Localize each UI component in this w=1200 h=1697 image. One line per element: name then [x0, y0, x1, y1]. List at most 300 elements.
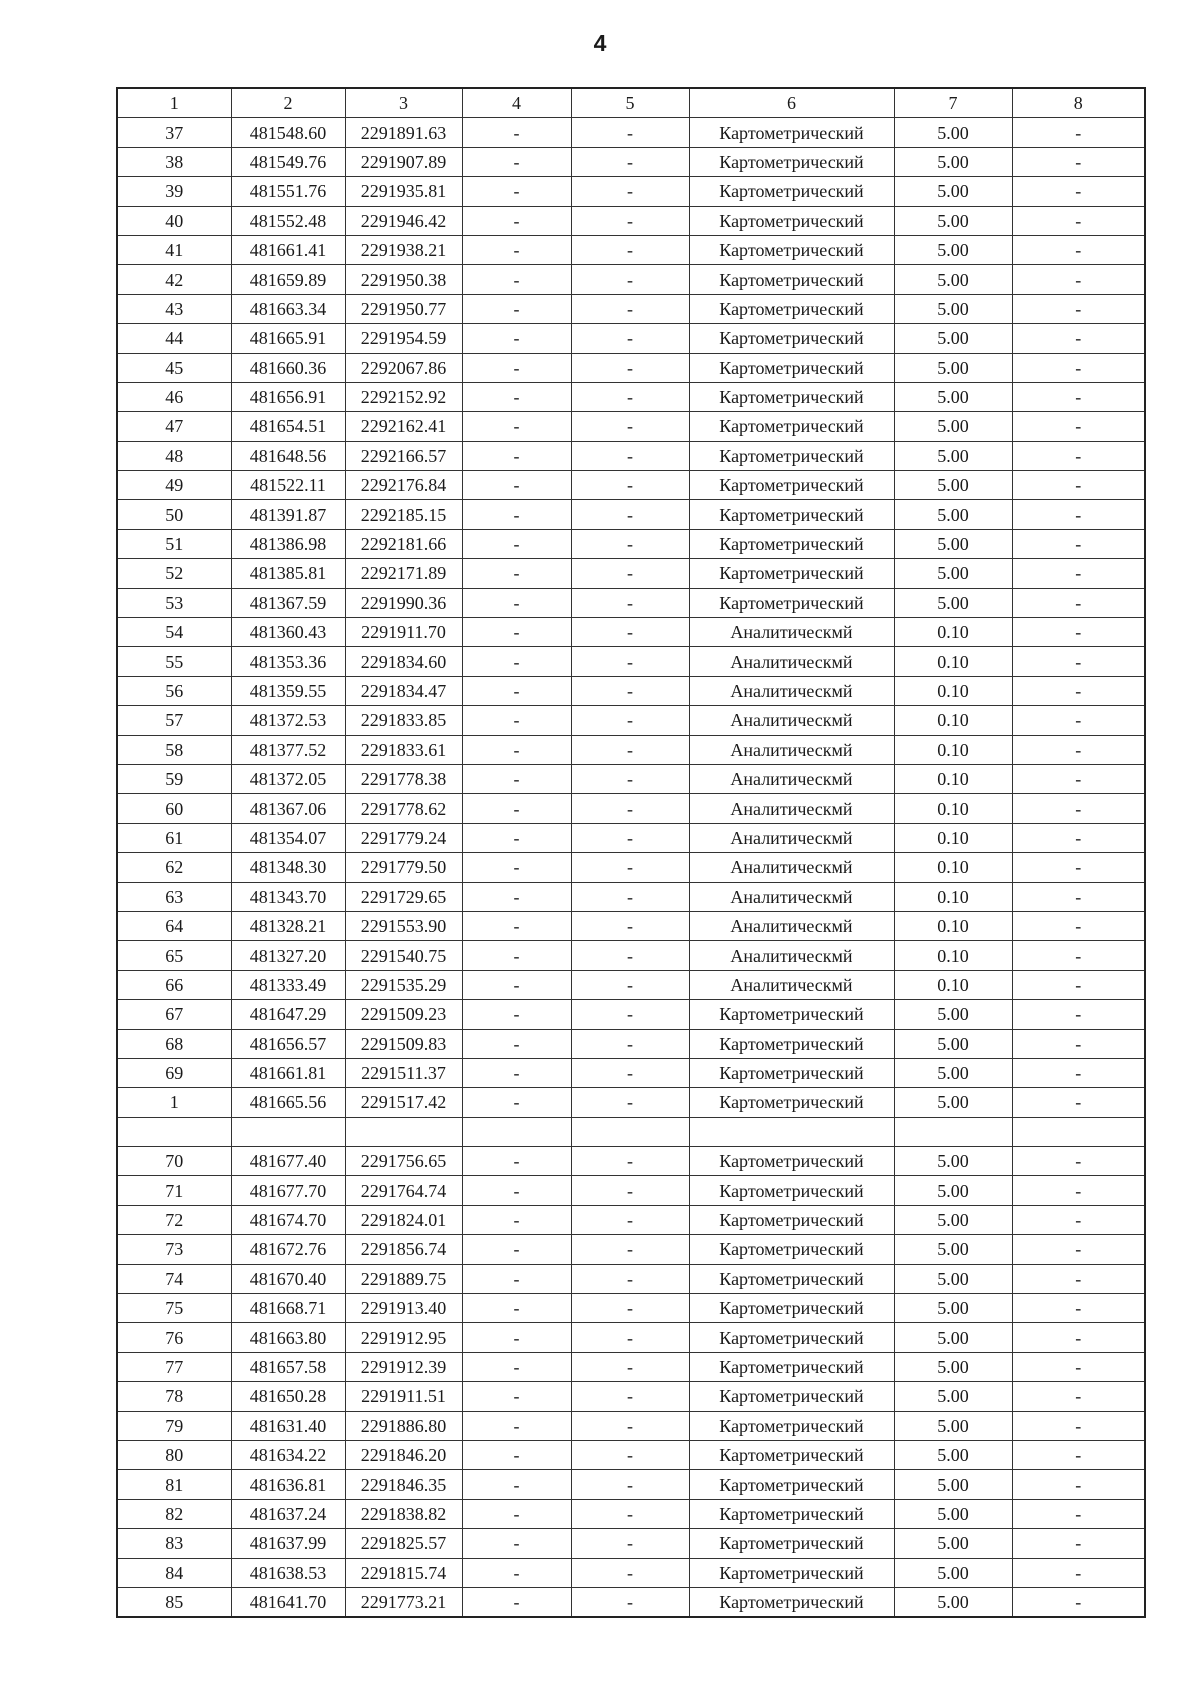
column-8-cell: - [1012, 235, 1145, 264]
point-number-cell: 43 [117, 294, 231, 323]
column-5-cell: - [571, 1352, 689, 1381]
table-row [117, 970, 1145, 999]
method-cell: Картометрический [689, 412, 894, 441]
column-8-cell: - [1012, 324, 1145, 353]
method-cell: Картометрический [689, 1558, 894, 1587]
point-number-cell: 56 [117, 676, 231, 705]
accuracy-cell: 5.00 [894, 265, 1012, 294]
point-number-cell: 64 [117, 911, 231, 940]
column-8-cell: - [1012, 382, 1145, 411]
point-number-cell: 74 [117, 1264, 231, 1293]
y-coordinate-cell: 2292185.15 [345, 500, 462, 529]
column-8-cell: - [1012, 1470, 1145, 1499]
accuracy-cell [894, 1117, 1012, 1146]
y-coordinate-cell: 2291846.20 [345, 1440, 462, 1469]
x-coordinate-cell: 481657.58 [231, 1352, 345, 1381]
x-coordinate-cell: 481367.59 [231, 588, 345, 617]
method-cell: Аналитическмй [689, 970, 894, 999]
column-5-cell [571, 1117, 689, 1146]
column-5-cell: - [571, 1499, 689, 1528]
x-coordinate-cell: 481677.40 [231, 1147, 345, 1176]
column-4-cell: - [462, 618, 571, 647]
method-cell: Аналитическмй [689, 735, 894, 764]
x-coordinate-cell: 481359.55 [231, 676, 345, 705]
point-number-cell: 52 [117, 559, 231, 588]
table-row [117, 911, 1145, 940]
method-cell: Картометрический [689, 1235, 894, 1264]
point-number-cell [117, 1117, 231, 1146]
x-coordinate-cell: 481631.40 [231, 1411, 345, 1440]
table-row [117, 764, 1145, 793]
point-number-cell: 38 [117, 147, 231, 176]
column-4-cell: - [462, 1323, 571, 1352]
method-cell: Аналитическмй [689, 618, 894, 647]
point-number-cell: 81 [117, 1470, 231, 1499]
table-row [117, 882, 1145, 911]
point-number-cell: 41 [117, 235, 231, 264]
point-number-cell: 83 [117, 1529, 231, 1558]
table-row [117, 1411, 1145, 1440]
point-number-cell: 77 [117, 1352, 231, 1381]
y-coordinate-cell: 2291846.35 [345, 1470, 462, 1499]
column-5-cell: - [571, 1529, 689, 1558]
column-4-cell: - [462, 294, 571, 323]
method-cell: Картометрический [689, 1264, 894, 1293]
accuracy-cell: 5.00 [894, 1147, 1012, 1176]
y-coordinate-cell: 2291509.23 [345, 1000, 462, 1029]
point-number-cell: 72 [117, 1205, 231, 1234]
x-coordinate-cell: 481663.34 [231, 294, 345, 323]
method-cell: Картометрический [689, 1499, 894, 1528]
point-number-cell: 65 [117, 941, 231, 970]
method-cell: Картометрический [689, 500, 894, 529]
x-coordinate-cell: 481343.70 [231, 882, 345, 911]
column-5-cell: - [571, 1323, 689, 1352]
accuracy-cell: 5.00 [894, 1529, 1012, 1558]
accuracy-cell: 5.00 [894, 1587, 1012, 1617]
x-coordinate-cell: 481641.70 [231, 1587, 345, 1617]
table-row [117, 941, 1145, 970]
column-4-cell: - [462, 706, 571, 735]
column-8-cell: - [1012, 1529, 1145, 1558]
table-row [117, 1382, 1145, 1411]
column-5-cell: - [571, 618, 689, 647]
column-4-cell: - [462, 1499, 571, 1528]
y-coordinate-cell: 2291913.40 [345, 1294, 462, 1323]
point-number-cell: 79 [117, 1411, 231, 1440]
accuracy-cell: 5.00 [894, 529, 1012, 558]
method-cell: Картометрический [689, 382, 894, 411]
method-cell: Картометрический [689, 1176, 894, 1205]
method-cell: Картометрический [689, 588, 894, 617]
table-row [117, 353, 1145, 382]
y-coordinate-cell: 2291553.90 [345, 911, 462, 940]
column-5-cell: - [571, 941, 689, 970]
table-row [117, 118, 1145, 147]
column-8-cell: - [1012, 206, 1145, 235]
x-coordinate-cell: 481354.07 [231, 823, 345, 852]
y-coordinate-cell: 2291729.65 [345, 882, 462, 911]
column-8-cell: - [1012, 1558, 1145, 1587]
y-coordinate-cell: 2291886.80 [345, 1411, 462, 1440]
table-row [117, 1117, 1145, 1146]
column-4-cell: - [462, 265, 571, 294]
point-number-cell: 47 [117, 412, 231, 441]
column-8-cell: - [1012, 294, 1145, 323]
column-5-cell: - [571, 1176, 689, 1205]
x-coordinate-cell [231, 1117, 345, 1146]
table-row [117, 823, 1145, 852]
x-coordinate-cell: 481522.11 [231, 471, 345, 500]
column-8-cell: - [1012, 353, 1145, 382]
table-row [117, 1352, 1145, 1381]
y-coordinate-cell: 2291912.95 [345, 1323, 462, 1352]
y-coordinate-cell: 2291950.38 [345, 265, 462, 294]
column-5-cell: - [571, 1000, 689, 1029]
column-5-cell: - [571, 324, 689, 353]
table-row [117, 1499, 1145, 1528]
y-coordinate-cell: 2291779.50 [345, 853, 462, 882]
column-8-cell: - [1012, 676, 1145, 705]
column-8-cell: - [1012, 1440, 1145, 1469]
y-coordinate-cell: 2291833.61 [345, 735, 462, 764]
column-5-cell: - [571, 1440, 689, 1469]
y-coordinate-cell: 2291773.21 [345, 1587, 462, 1617]
column-8-cell [1012, 1117, 1145, 1146]
table-row [117, 1323, 1145, 1352]
accuracy-cell: 5.00 [894, 353, 1012, 382]
method-cell: Картометрический [689, 1470, 894, 1499]
table-row [117, 1235, 1145, 1264]
method-cell: Картометрический [689, 1352, 894, 1381]
point-number-cell: 37 [117, 118, 231, 147]
column-8-cell: - [1012, 1499, 1145, 1528]
column-8-cell: - [1012, 1058, 1145, 1087]
y-coordinate-cell [345, 1117, 462, 1146]
y-coordinate-cell: 2291935.81 [345, 177, 462, 206]
column-4-cell: - [462, 1205, 571, 1234]
column-5-cell: - [571, 1235, 689, 1264]
column-8-cell: - [1012, 1323, 1145, 1352]
method-cell: Аналитическмй [689, 823, 894, 852]
y-coordinate-cell: 2291954.59 [345, 324, 462, 353]
column-8-cell: - [1012, 147, 1145, 176]
x-coordinate-cell: 481647.29 [231, 1000, 345, 1029]
method-cell: Аналитическмй [689, 941, 894, 970]
table-row [117, 265, 1145, 294]
method-cell: Аналитическмй [689, 882, 894, 911]
column-5-cell: - [571, 764, 689, 793]
column-5-cell: - [571, 735, 689, 764]
x-coordinate-cell: 481360.43 [231, 618, 345, 647]
table-row [117, 1000, 1145, 1029]
accuracy-cell: 5.00 [894, 235, 1012, 264]
method-cell: Аналитическмй [689, 764, 894, 793]
point-number-cell: 66 [117, 970, 231, 999]
accuracy-cell: 5.00 [894, 1264, 1012, 1293]
column-4-cell: - [462, 177, 571, 206]
column-5-cell: - [571, 823, 689, 852]
accuracy-cell: 0.10 [894, 970, 1012, 999]
table-row [117, 1205, 1145, 1234]
column-5-cell: - [571, 294, 689, 323]
column-4-cell: - [462, 941, 571, 970]
point-number-cell: 71 [117, 1176, 231, 1205]
column-4-cell: - [462, 647, 571, 676]
accuracy-cell: 5.00 [894, 1294, 1012, 1323]
column-4-cell: - [462, 235, 571, 264]
column-8-cell: - [1012, 706, 1145, 735]
x-coordinate-cell: 481654.51 [231, 412, 345, 441]
accuracy-cell: 0.10 [894, 911, 1012, 940]
point-number-cell: 59 [117, 764, 231, 793]
column-8-cell: - [1012, 735, 1145, 764]
y-coordinate-cell: 2291833.85 [345, 706, 462, 735]
column-8-cell: - [1012, 588, 1145, 617]
accuracy-cell: 5.00 [894, 1176, 1012, 1205]
table-row [117, 647, 1145, 676]
column-8-cell: - [1012, 118, 1145, 147]
x-coordinate-cell: 481663.80 [231, 1323, 345, 1352]
column-5-cell: - [571, 1558, 689, 1587]
point-number-cell: 55 [117, 647, 231, 676]
column-4-cell: - [462, 1058, 571, 1087]
table-row [117, 1058, 1145, 1087]
point-number-cell: 57 [117, 706, 231, 735]
column-4-cell: - [462, 324, 571, 353]
table-row [117, 235, 1145, 264]
x-coordinate-cell: 481661.81 [231, 1058, 345, 1087]
x-coordinate-cell: 481656.57 [231, 1029, 345, 1058]
column-header: 2 [231, 88, 345, 118]
column-5-cell: - [571, 882, 689, 911]
accuracy-cell: 5.00 [894, 118, 1012, 147]
column-header: 3 [345, 88, 462, 118]
column-4-cell: - [462, 353, 571, 382]
x-coordinate-cell: 481385.81 [231, 559, 345, 588]
x-coordinate-cell: 481650.28 [231, 1382, 345, 1411]
column-8-cell: - [1012, 853, 1145, 882]
y-coordinate-cell: 2291815.74 [345, 1558, 462, 1587]
column-5-cell: - [571, 382, 689, 411]
point-number-cell: 76 [117, 1323, 231, 1352]
y-coordinate-cell: 2291938.21 [345, 235, 462, 264]
coordinates-table [116, 87, 1146, 1618]
column-5-cell: - [571, 676, 689, 705]
accuracy-cell: 5.00 [894, 412, 1012, 441]
method-cell: Картометрический [689, 324, 894, 353]
point-number-cell: 54 [117, 618, 231, 647]
table-row [117, 471, 1145, 500]
table-row [117, 853, 1145, 882]
column-8-cell: - [1012, 618, 1145, 647]
column-header: 8 [1012, 88, 1145, 118]
column-8-cell: - [1012, 441, 1145, 470]
column-4-cell: - [462, 764, 571, 793]
y-coordinate-cell: 2291911.51 [345, 1382, 462, 1411]
point-number-cell: 53 [117, 588, 231, 617]
column-5-cell: - [571, 500, 689, 529]
accuracy-cell: 5.00 [894, 1440, 1012, 1469]
y-coordinate-cell: 2291535.29 [345, 970, 462, 999]
method-cell: Картометрический [689, 118, 894, 147]
x-coordinate-cell: 481638.53 [231, 1558, 345, 1587]
method-cell: Картометрический [689, 177, 894, 206]
accuracy-cell: 5.00 [894, 1205, 1012, 1234]
column-5-cell: - [571, 177, 689, 206]
column-5-cell: - [571, 1205, 689, 1234]
column-header: 7 [894, 88, 1012, 118]
column-4-cell: - [462, 441, 571, 470]
accuracy-cell: 0.10 [894, 853, 1012, 882]
accuracy-cell: 5.00 [894, 1558, 1012, 1587]
y-coordinate-cell: 2291756.65 [345, 1147, 462, 1176]
x-coordinate-cell: 481636.81 [231, 1470, 345, 1499]
column-5-cell: - [571, 1088, 689, 1117]
point-number-cell: 62 [117, 853, 231, 882]
table-row [117, 177, 1145, 206]
method-cell: Картометрический [689, 1058, 894, 1087]
column-8-cell: - [1012, 1382, 1145, 1411]
method-cell: Картометрический [689, 1205, 894, 1234]
column-4-cell: - [462, 1264, 571, 1293]
column-8-cell: - [1012, 1294, 1145, 1323]
column-8-cell: - [1012, 1352, 1145, 1381]
table-row [117, 1440, 1145, 1469]
column-8-cell: - [1012, 1411, 1145, 1440]
method-cell: Картометрический [689, 1088, 894, 1117]
column-4-cell: - [462, 911, 571, 940]
column-5-cell: - [571, 794, 689, 823]
method-cell: Картометрический [689, 1147, 894, 1176]
column-5-cell: - [571, 1294, 689, 1323]
table-row [117, 1029, 1145, 1058]
column-4-cell: - [462, 412, 571, 441]
x-coordinate-cell: 481328.21 [231, 911, 345, 940]
accuracy-cell: 0.10 [894, 706, 1012, 735]
table-body [117, 118, 1145, 1617]
method-cell: Картометрический [689, 1440, 894, 1469]
x-coordinate-cell: 481665.56 [231, 1088, 345, 1117]
accuracy-cell: 5.00 [894, 294, 1012, 323]
column-8-cell: - [1012, 471, 1145, 500]
x-coordinate-cell: 481391.87 [231, 500, 345, 529]
point-number-cell: 39 [117, 177, 231, 206]
column-5-cell: - [571, 529, 689, 558]
point-number-cell: 49 [117, 471, 231, 500]
method-cell: Аналитическмй [689, 911, 894, 940]
column-8-cell: - [1012, 941, 1145, 970]
method-cell: Картометрический [689, 147, 894, 176]
column-5-cell: - [571, 706, 689, 735]
column-4-cell: - [462, 1440, 571, 1469]
column-4-cell: - [462, 794, 571, 823]
y-coordinate-cell: 2291778.62 [345, 794, 462, 823]
y-coordinate-cell: 2291511.37 [345, 1058, 462, 1087]
x-coordinate-cell: 481637.99 [231, 1529, 345, 1558]
point-number-cell: 48 [117, 441, 231, 470]
accuracy-cell: 0.10 [894, 882, 1012, 911]
column-5-cell: - [571, 471, 689, 500]
column-4-cell: - [462, 1529, 571, 1558]
x-coordinate-cell: 481661.41 [231, 235, 345, 264]
y-coordinate-cell: 2292181.66 [345, 529, 462, 558]
x-coordinate-cell: 481549.76 [231, 147, 345, 176]
column-5-cell: - [571, 1470, 689, 1499]
page-number: 4 [593, 30, 607, 56]
column-5-cell: - [571, 1029, 689, 1058]
point-number-cell: 70 [117, 1147, 231, 1176]
x-coordinate-cell: 481674.70 [231, 1205, 345, 1234]
column-4-cell: - [462, 147, 571, 176]
point-number-cell: 80 [117, 1440, 231, 1469]
y-coordinate-cell: 2291891.63 [345, 118, 462, 147]
column-header: 6 [689, 88, 894, 118]
x-coordinate-cell: 481660.36 [231, 353, 345, 382]
column-8-cell: - [1012, 412, 1145, 441]
x-coordinate-cell: 481327.20 [231, 941, 345, 970]
column-4-cell: - [462, 1029, 571, 1058]
column-8-cell: - [1012, 265, 1145, 294]
y-coordinate-cell: 2291889.75 [345, 1264, 462, 1293]
accuracy-cell: 0.10 [894, 941, 1012, 970]
method-cell: Аналитическмй [689, 706, 894, 735]
column-4-cell: - [462, 1147, 571, 1176]
x-coordinate-cell: 481659.89 [231, 265, 345, 294]
method-cell: Картометрический [689, 235, 894, 264]
column-8-cell: - [1012, 529, 1145, 558]
column-4-cell: - [462, 1176, 571, 1205]
y-coordinate-cell: 2291838.82 [345, 1499, 462, 1528]
point-number-cell: 85 [117, 1587, 231, 1617]
accuracy-cell: 5.00 [894, 1352, 1012, 1381]
accuracy-cell: 0.10 [894, 823, 1012, 852]
y-coordinate-cell: 2291946.42 [345, 206, 462, 235]
point-number-cell: 75 [117, 1294, 231, 1323]
method-cell: Аналитическмй [689, 676, 894, 705]
table-row [117, 500, 1145, 529]
point-number-cell: 50 [117, 500, 231, 529]
column-8-cell: - [1012, 177, 1145, 206]
y-coordinate-cell: 2291990.36 [345, 588, 462, 617]
table-header-row [117, 88, 1145, 118]
method-cell: Картометрический [689, 471, 894, 500]
column-4-cell: - [462, 1000, 571, 1029]
x-coordinate-cell: 481668.71 [231, 1294, 345, 1323]
column-8-cell: - [1012, 1000, 1145, 1029]
table-row [117, 706, 1145, 735]
accuracy-cell: 5.00 [894, 206, 1012, 235]
method-cell: Аналитическмй [689, 647, 894, 676]
column-5-cell: - [571, 588, 689, 617]
accuracy-cell: 5.00 [894, 559, 1012, 588]
column-4-cell: - [462, 471, 571, 500]
column-5-cell: - [571, 1382, 689, 1411]
method-cell: Картометрический [689, 1411, 894, 1440]
point-number-cell: 82 [117, 1499, 231, 1528]
table-row [117, 559, 1145, 588]
accuracy-cell: 0.10 [894, 618, 1012, 647]
y-coordinate-cell: 2291950.77 [345, 294, 462, 323]
column-4-cell: - [462, 1558, 571, 1587]
point-number-cell: 1 [117, 1088, 231, 1117]
x-coordinate-cell: 481634.22 [231, 1440, 345, 1469]
table-row [117, 794, 1145, 823]
accuracy-cell: 5.00 [894, 1235, 1012, 1264]
accuracy-cell: 5.00 [894, 177, 1012, 206]
column-8-cell: - [1012, 882, 1145, 911]
method-cell: Картометрический [689, 1323, 894, 1352]
